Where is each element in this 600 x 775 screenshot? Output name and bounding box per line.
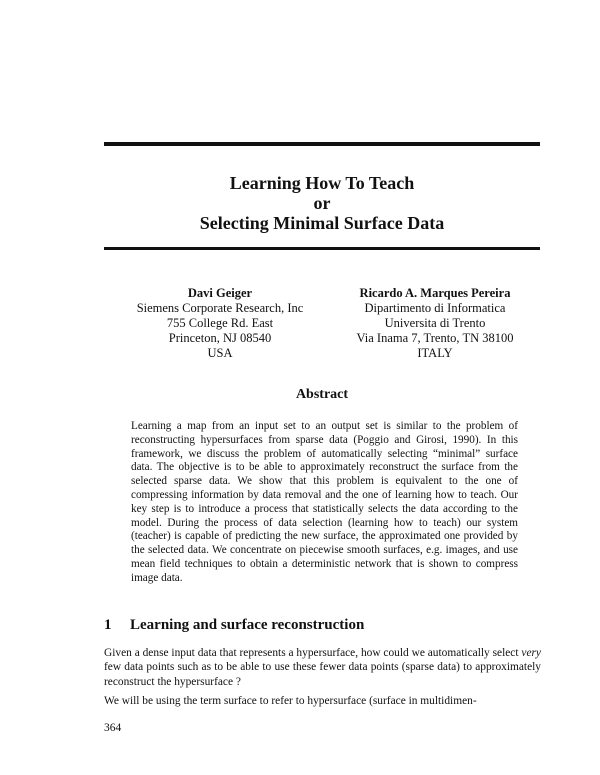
affiliation-line: Dipartimento di Informatica xyxy=(364,301,506,315)
title-line-2: or xyxy=(313,193,331,213)
emphasized-word: very xyxy=(521,647,541,659)
title-line-3: Selecting Minimal Surface Data xyxy=(199,213,445,233)
affiliation-line: Universita di Trento xyxy=(384,316,486,330)
affiliation-line: 755 College Rd. East xyxy=(166,316,274,330)
para-text: few data points such as to be able to use these fewer data points (sparse data) to approximately reconstruct the hypersurface ? xyxy=(104,661,541,688)
section-heading xyxy=(104,617,364,634)
section-number: 1 xyxy=(104,617,112,633)
section-title: Learning and surface reconstruction xyxy=(130,617,365,633)
body-paragraph-1 xyxy=(104,646,541,689)
affiliation-line: Siemens Corporate Research, Inc xyxy=(136,301,304,315)
author-name: Ricardo A. Marques Pereira xyxy=(359,286,511,300)
affiliation-line: Via Inama 7, Trento, TN 38100 xyxy=(356,331,514,345)
page-number: 364 xyxy=(104,722,122,734)
author-block-geiger xyxy=(120,286,320,361)
affiliation-line: ITALY xyxy=(417,346,453,360)
para-text: Given a dense input data that represents a hypersurface, how could we automatically select xyxy=(104,647,522,659)
abstract-text: Learning a map from an input set to an output set is similar to the problem of reconstructing hypersurfaces from sparse data (Poggio and Girosi, 1990). In this framework, we discuss the problem of automatically selecting “minimal” surface data. The objective is to be able to approximately reconstruct the surface from the selected sparse data. We show that this problem is equivalent to the one of compressing information by data removal and the one of learning how to teach. Our key step is to introduce a process that statistically selects the data according to the model. During the process of data selection (learning how to teach) our system (teacher) is capable of predicting the new surface, the approximated one provided by the selected data. We concentrate on piecewise smooth surfaces, e.g. images, and use mean field techniques to obtain a deterministic network that is shown to compress image data. xyxy=(131,420,518,584)
author-block-pereira xyxy=(330,286,540,361)
bottom-rule xyxy=(104,247,540,250)
affiliation-line: USA xyxy=(207,346,233,360)
author-name: Davi Geiger xyxy=(187,286,253,300)
affiliation-line: Princeton, NJ 08540 xyxy=(168,331,272,345)
abstract-heading: Abstract xyxy=(295,387,349,402)
top-rule xyxy=(104,142,540,146)
title-line-1: Learning How To Teach xyxy=(229,173,415,193)
body-paragraph-2: We will be using the term surface to refer to hypersurface (surface in multidimen- xyxy=(104,695,477,707)
